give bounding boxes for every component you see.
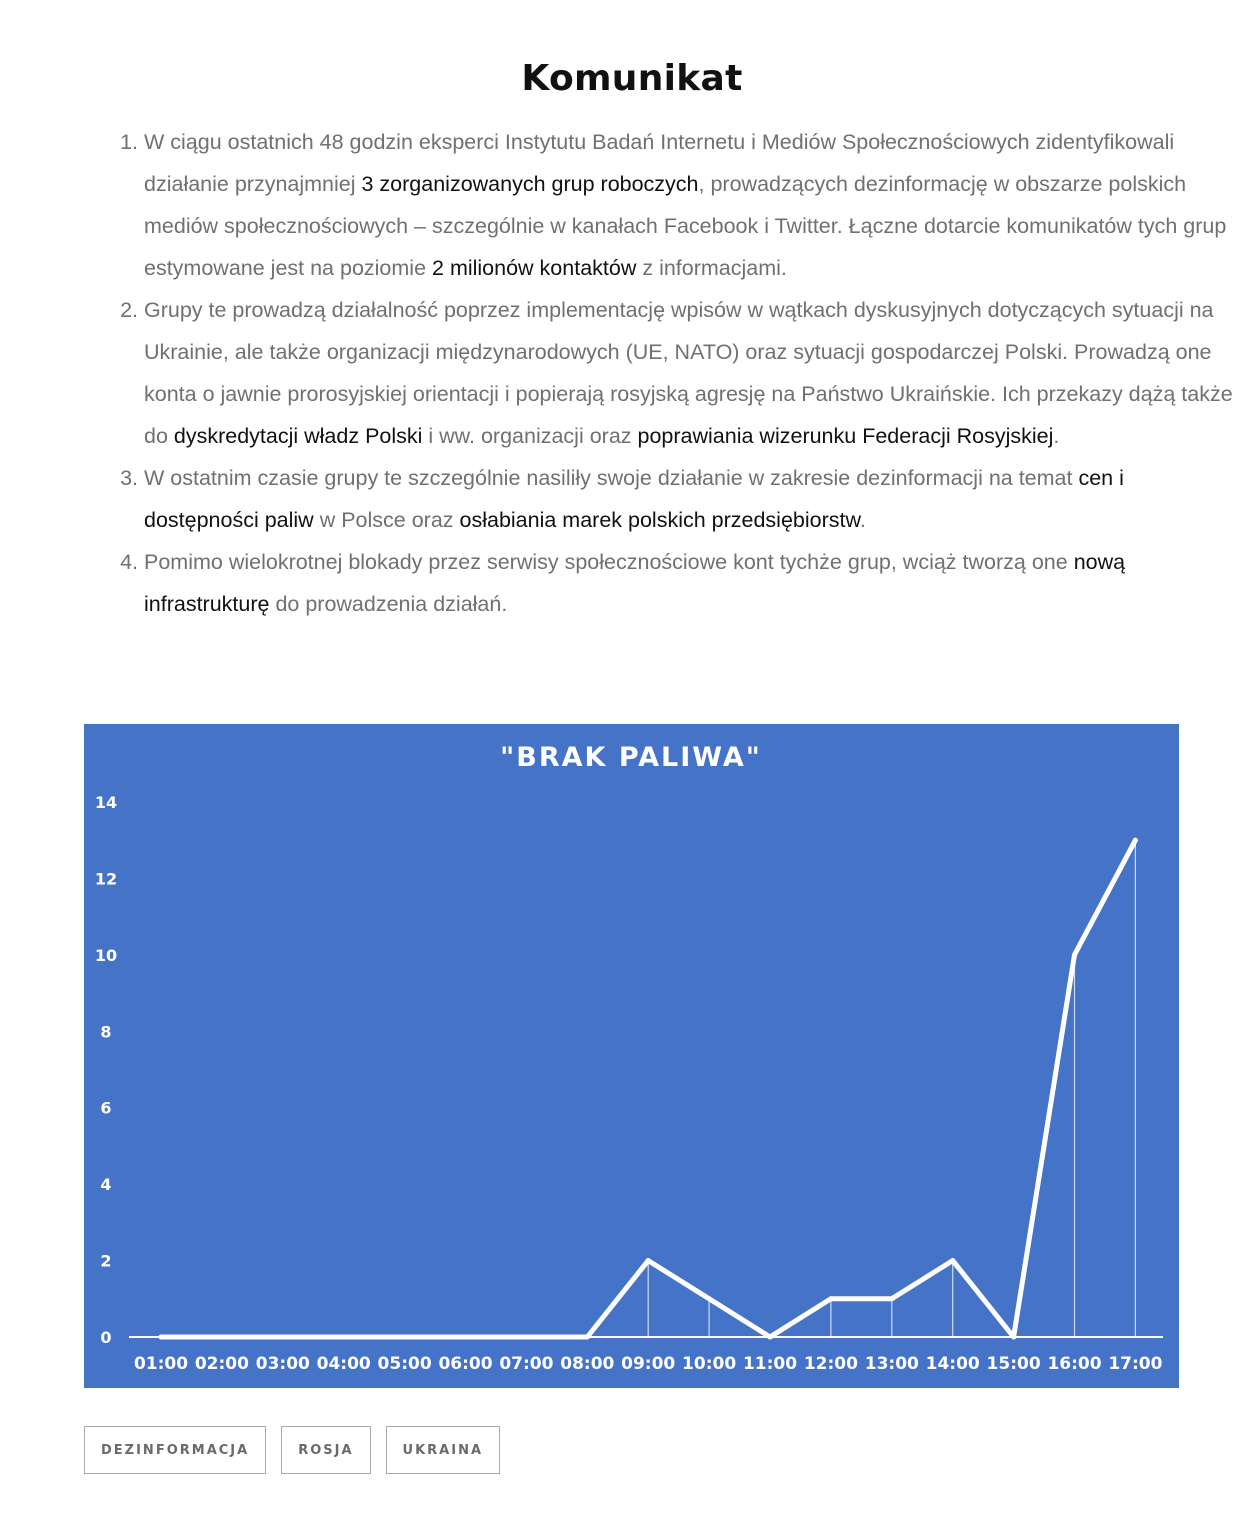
x-tick-label: 05:00 xyxy=(377,1354,432,1374)
data-point xyxy=(1011,1335,1016,1340)
list-item: 4. Pomimo wielokrotnej blokady przez serwisy społecznościowe kont tychże grup, wciąż tworzą one nową infrastrukturę do prowadzenia działań. xyxy=(144,541,1244,625)
data-point xyxy=(646,1258,651,1263)
y-tick-label: 0 xyxy=(100,1328,112,1347)
x-tick-label: 15:00 xyxy=(986,1354,1041,1374)
y-tick-label: 2 xyxy=(100,1251,112,1271)
data-point xyxy=(889,1296,894,1301)
x-tick-label: 16:00 xyxy=(1047,1354,1102,1374)
highlight-text: 2 milionów kontaktów xyxy=(432,256,637,280)
x-tick-label: 06:00 xyxy=(438,1354,493,1374)
highlight-text: cen i dostępności paliw xyxy=(144,466,1124,532)
data-point xyxy=(280,1335,285,1340)
data-point xyxy=(1133,838,1138,843)
y-tick-label: 4 xyxy=(100,1175,112,1195)
list-item: 3. W ostatnim czasie grupy te szczególnie nasiliły swoje działanie w zakresie dezinformacji na temat cen i dostępności paliw w Polsce oraz osłabiania marek polskich przedsiębiorstw. xyxy=(144,457,1244,541)
list-item: 2. Grupy te prowadzą działalność poprzez implementację wpisów w wątkach dyskusyjnych dotyczących sytuacji na Ukrainie, ale także organizacji międzynarodowych (UE, NATO) oraz sytuacji gospodarczej Polski. Prowadzą one konta o jawnie prorosyjskiej orientacji i popierają rosyjską agresję na Państwo Ukraińskie. Ich przekazy dążą także do dyskredytacji władz Polski i ww. organizacji oraz poprawiania wizerunku Federacji Rosyjskiej. xyxy=(144,289,1244,457)
chart-title: "BRAK PALIWA" xyxy=(500,742,762,773)
y-tick-label: 10 xyxy=(94,945,118,965)
data-point xyxy=(585,1335,590,1340)
x-tick-label: 03:00 xyxy=(255,1354,310,1374)
data-point xyxy=(159,1335,164,1340)
y-tick-label: 14 xyxy=(94,793,118,812)
highlight-text: nową infrastrukturę xyxy=(144,550,1126,616)
data-point xyxy=(1072,952,1077,957)
data-point xyxy=(828,1296,833,1301)
tag-list xyxy=(84,1426,500,1474)
tag-ukraina[interactable]: UKRAINA xyxy=(386,1426,500,1474)
list-item: 1. W ciągu ostatnich 48 godzin eksperci Instytutu Badań Internetu i Mediów Społecznościowych zidentyfikowali działanie przynajmniej 3 zorganizowanych grup roboczych, prowadzących dezinformację w obszarze polskich mediów społecznościowych – szczególnie w kanałach Facebook i Twitter. Łączne dotarcie komunikatów tych grup estymowane jest na poziomie 2 milionów kontaktów z informacjami. xyxy=(144,121,1244,289)
tag-rosja[interactable]: ROSJA xyxy=(281,1426,370,1474)
page-title: Komunikat xyxy=(521,58,743,99)
tag-dezinformacja[interactable]: DEZINFORMACJA xyxy=(84,1426,266,1474)
line-chart xyxy=(84,724,1179,1388)
x-tick-label: 02:00 xyxy=(194,1354,249,1374)
data-point xyxy=(341,1335,346,1340)
y-tick-label: 6 xyxy=(100,1098,112,1118)
article-list xyxy=(80,121,1244,625)
x-tick-label: 09:00 xyxy=(621,1354,676,1374)
y-tick-label: 8 xyxy=(100,1022,112,1042)
x-tick-label: 17:00 xyxy=(1108,1354,1163,1374)
y-tick-label: 12 xyxy=(94,869,118,889)
chart-figure xyxy=(84,724,1179,1388)
data-point xyxy=(219,1335,224,1340)
data-point xyxy=(463,1335,468,1340)
highlight-text: poprawiania wizerunku Federacji Rosyjskiej xyxy=(637,424,1054,448)
x-tick-label: 14:00 xyxy=(925,1354,980,1374)
x-tick-label: 10:00 xyxy=(682,1354,737,1374)
data-point xyxy=(707,1296,712,1301)
highlight-text: dyskredytacji władz Polski xyxy=(173,424,423,448)
x-tick-label: 13:00 xyxy=(864,1354,919,1374)
data-point xyxy=(402,1335,407,1340)
x-tick-label: 08:00 xyxy=(560,1354,615,1374)
x-tick-label: 07:00 xyxy=(499,1354,554,1374)
highlight-text: 3 zorganizowanych grup roboczych xyxy=(361,172,699,196)
x-tick-label: 01:00 xyxy=(133,1354,189,1374)
x-tick-label: 12:00 xyxy=(803,1354,858,1374)
data-point xyxy=(524,1335,529,1340)
highlight-text: osłabiania marek polskich przedsiębiorstw xyxy=(459,508,860,532)
data-point xyxy=(768,1335,773,1340)
x-tick-label: 11:00 xyxy=(742,1354,798,1374)
data-point xyxy=(950,1258,955,1263)
x-tick-label: 04:00 xyxy=(316,1354,371,1374)
